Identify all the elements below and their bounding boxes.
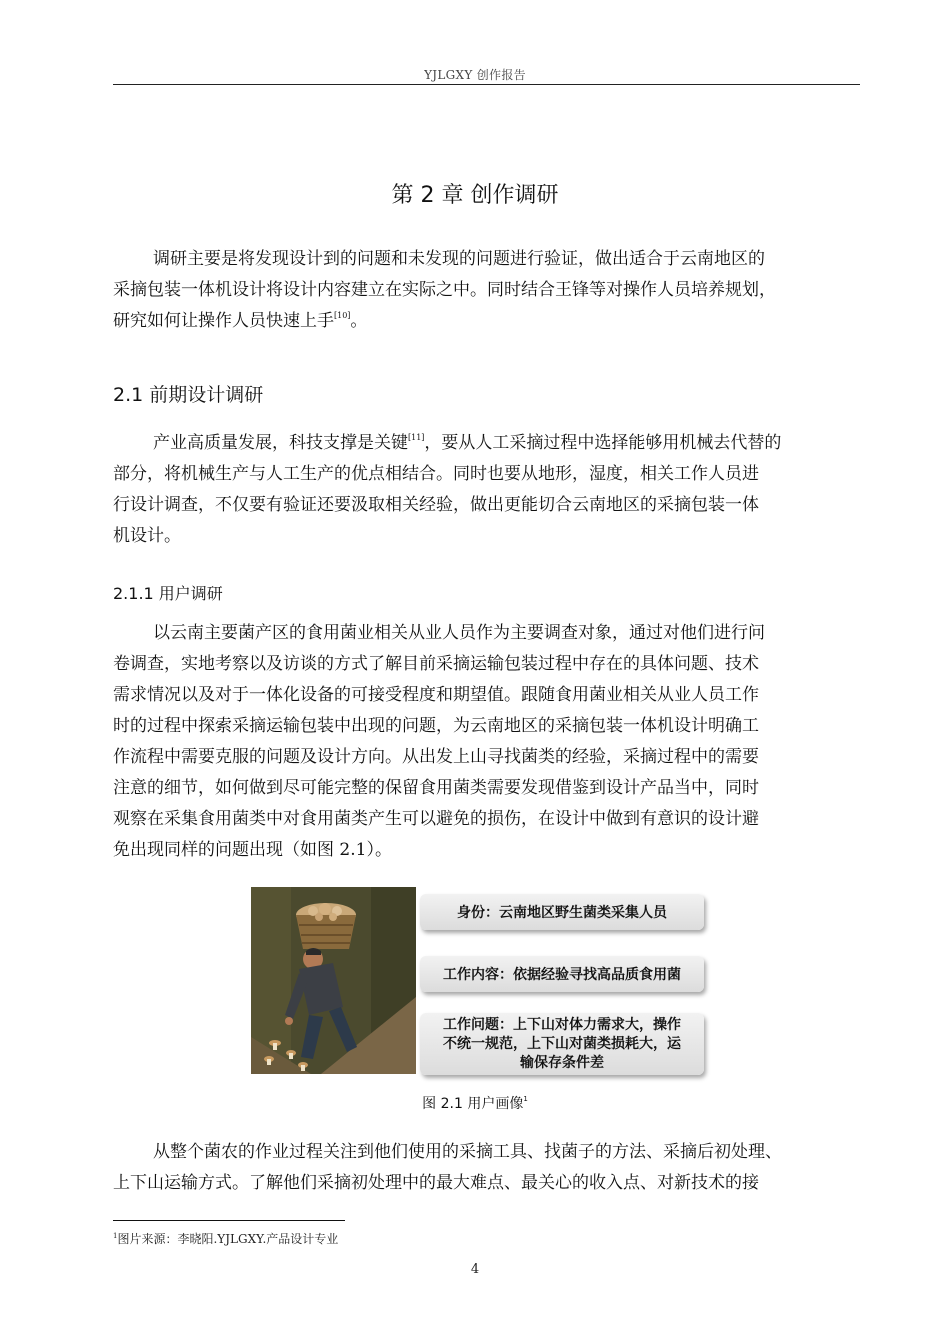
s21-line-1-end: ，要从人工采摘过程中选择能够用机械去代替的 — [424, 433, 782, 453]
persona-work-problems-card — [420, 1013, 704, 1075]
figure-caption-text: 图 2.1 用户画像 — [422, 1096, 524, 1112]
mushroom-gatherer-photo — [251, 887, 416, 1074]
s211-line: 注意的细节，如何做到尽可能完整的保留食用菌类需要发现借鉴到设计产品当中，同时 — [113, 778, 759, 798]
persona-identity-card: 身份：云南地区野生菌类采集人员 — [420, 894, 704, 930]
running-header: YJLGXY 创作报告 — [424, 68, 526, 82]
footnote-rule — [113, 1220, 345, 1221]
footnote-ref: 1 — [113, 1232, 118, 1240]
page-number: 4 — [470, 1262, 480, 1277]
s211-line: 观察在采集食用菌类中对食用菌类产生可以避免的损伤，在设计中做到有意识的设计避 — [113, 809, 759, 829]
s21-line-3: 行设计调查，不仅要有验证还要汲取相关经验，做出更能切合云南地区的采摘包装一体 — [113, 495, 759, 515]
section-heading-2-1: 2.1 前期设计调研 — [113, 384, 264, 406]
citation-ref: [11] — [408, 433, 425, 442]
figure-caption-ref: 1 — [523, 1095, 528, 1103]
s21-line-4: 机设计。 — [113, 526, 181, 546]
persona-problem-line-3: 输保存条件差 — [520, 1054, 604, 1071]
closing-line-1: 从整个菌农的作业过程关注到他们使用的采摘工具、找菌子的方法、采摘后初处理、 — [153, 1142, 782, 1162]
citation-ref: [10] — [334, 311, 351, 320]
s211-line: 作流程中需要克服的问题及设计方向。从出发上山寻找菌类的经验，采摘过程中的需要 — [113, 747, 759, 767]
footnote-text: 图片来源：李晓阳.YJLGXY.产品设计专业 — [117, 1232, 339, 1246]
intro-line-1: 调研主要是将发现设计到的问题和未发现的问题进行验证，做出适合于云南地区的 — [153, 249, 765, 269]
section-2-1-paragraph — [113, 428, 860, 552]
s211-line: 需求情况以及对于一体化设备的可接受程度和期望值。跟随食用菌业相关从业人员工作 — [113, 685, 759, 705]
intro-line-3-end: 。 — [350, 311, 368, 331]
s211-line: 卷调查，实地考察以及访谈的方式了解目前采摘运输包装过程中存在的具体问题、技术 — [113, 654, 759, 674]
figure-caption — [0, 1093, 950, 1113]
chapter-title: 第 2 章 创作调研 — [391, 183, 559, 208]
persona-work-content-card: 工作内容：依据经验寻找高品质食用菌 — [420, 956, 704, 992]
s21-line-1-text: 产业高质量发展，科技支撑是关键 — [153, 433, 408, 453]
s211-line: 以云南主要菌产区的食用菌业相关从业人员作为主要调查对象，通过对他们进行问 — [153, 623, 765, 643]
persona-problem-line-1: 工作问题：上下山对体力需求大，操作 — [443, 1016, 681, 1033]
closing-line-2: 上下山运输方式。了解他们采摘初处理中的最大难点、最关心的收入点、对新技术的接 — [113, 1173, 759, 1193]
footnote — [113, 1230, 338, 1247]
header-rule — [113, 84, 860, 85]
s211-line: 时的过程中探索采摘运输包装中出现的问题，为云南地区的采摘包装一体机设计明确工 — [113, 716, 759, 736]
s21-line-2: 部分，将机械生产与人工生产的优点相结合。同时也要从地形，湿度，相关工作人员进 — [113, 464, 759, 484]
intro-paragraph — [113, 244, 860, 337]
s21-line-1 — [113, 428, 860, 459]
intro-line-3-text: 研究如何让操作人员快速上手 — [113, 311, 334, 331]
closing-paragraph — [113, 1137, 860, 1199]
intro-line-3 — [113, 306, 860, 337]
persona-problem-line-2: 不统一规范，上下山对菌类损耗大，运 — [443, 1035, 681, 1052]
s211-line: 免出现同样的问题出现（如图 2.1）。 — [113, 840, 392, 860]
intro-line-2: 采摘包装一体机设计将设计内容建立在实际之中。同时结合王锋等对操作人员培养规划， — [113, 280, 776, 300]
section-heading-2-1-1: 2.1.1 用户调研 — [113, 584, 223, 603]
section-2-1-1-paragraph — [113, 618, 860, 866]
